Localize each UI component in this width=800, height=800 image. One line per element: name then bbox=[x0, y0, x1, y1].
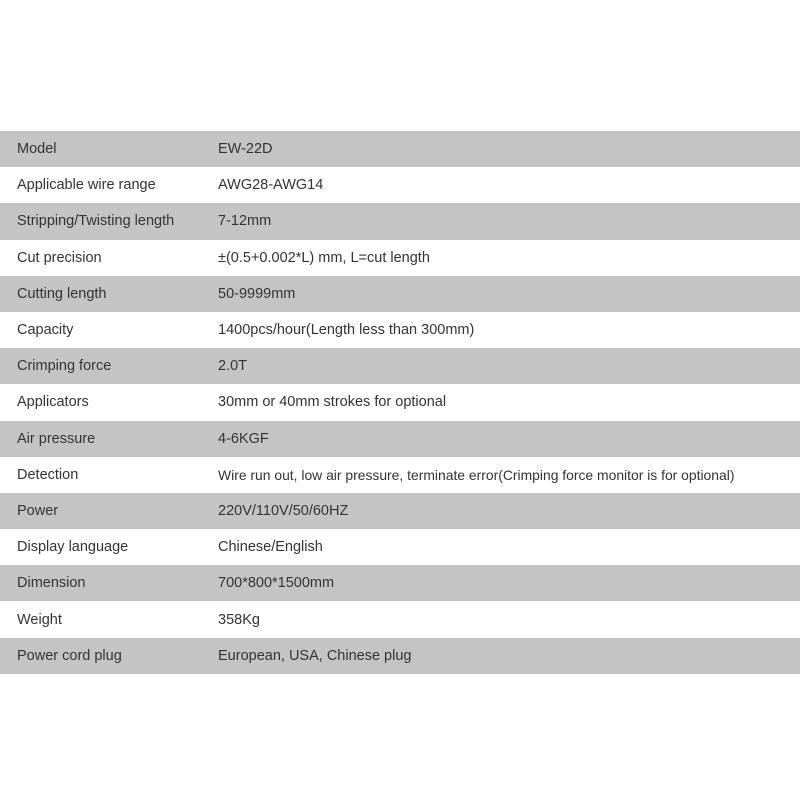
spec-value: 358Kg bbox=[218, 611, 260, 628]
spec-value: 4-6KGF bbox=[218, 430, 269, 447]
spec-value: Chinese/English bbox=[218, 539, 323, 556]
spec-value: 220V/110V/50/60HZ bbox=[218, 502, 349, 519]
spec-value: 2.0T bbox=[218, 358, 248, 375]
spec-table bbox=[0, 131, 800, 674]
spec-row-applicators bbox=[0, 384, 800, 420]
spec-label: Applicators bbox=[17, 394, 89, 411]
spec-value: European, USA, Chinese plug bbox=[218, 647, 412, 664]
spec-row-display-language bbox=[0, 529, 800, 565]
spec-row-detection bbox=[0, 457, 800, 493]
spec-row-model bbox=[0, 131, 800, 167]
spec-label: Cutting length bbox=[17, 285, 107, 302]
spec-row-power bbox=[0, 493, 800, 529]
spec-value: 50-9999mm bbox=[218, 285, 296, 302]
spec-value: 700*800*1500mm bbox=[218, 575, 335, 592]
spec-value: EW-22D bbox=[218, 141, 273, 158]
spec-label: Model bbox=[17, 141, 57, 158]
spec-row-power-cord-plug bbox=[0, 638, 800, 674]
spec-label: Detection bbox=[17, 466, 79, 483]
spec-label: Cut precision bbox=[17, 249, 102, 266]
spec-label: Crimping force bbox=[17, 358, 112, 375]
spec-row-weight bbox=[0, 601, 800, 637]
spec-label: Power cord plug bbox=[17, 647, 122, 664]
spec-row-wire-range bbox=[0, 167, 800, 203]
spec-label: Air pressure bbox=[17, 430, 96, 447]
spec-label: Weight bbox=[17, 611, 62, 628]
spec-row-cutting-length bbox=[0, 276, 800, 312]
spec-value: AWG28-AWG14 bbox=[218, 177, 324, 194]
spec-label: Capacity bbox=[17, 322, 74, 339]
spec-value: Wire run out, low air pressure, terminate error(Crimping force monitor is for optional) bbox=[218, 466, 735, 483]
spec-label: Stripping/Twisting length bbox=[17, 213, 175, 230]
spec-label: Dimension bbox=[17, 575, 86, 592]
spec-row-dimension bbox=[0, 565, 800, 601]
spec-label: Applicable wire range bbox=[17, 177, 156, 194]
spec-row-capacity bbox=[0, 312, 800, 348]
spec-row-crimping-force bbox=[0, 348, 800, 384]
spec-label: Power bbox=[17, 502, 59, 519]
spec-label: Display language bbox=[17, 539, 129, 556]
spec-row-stripping-length bbox=[0, 203, 800, 239]
spec-row-air-pressure bbox=[0, 421, 800, 457]
spec-row-cut-precision bbox=[0, 240, 800, 276]
spec-value: 30mm or 40mm strokes for optional bbox=[218, 394, 447, 411]
spec-value: 7-12mm bbox=[218, 213, 272, 230]
spec-value: ±(0.5+0.002*L) mm, L=cut length bbox=[218, 249, 430, 266]
spec-value: 1400pcs/hour(Length less than 300mm) bbox=[218, 322, 475, 339]
